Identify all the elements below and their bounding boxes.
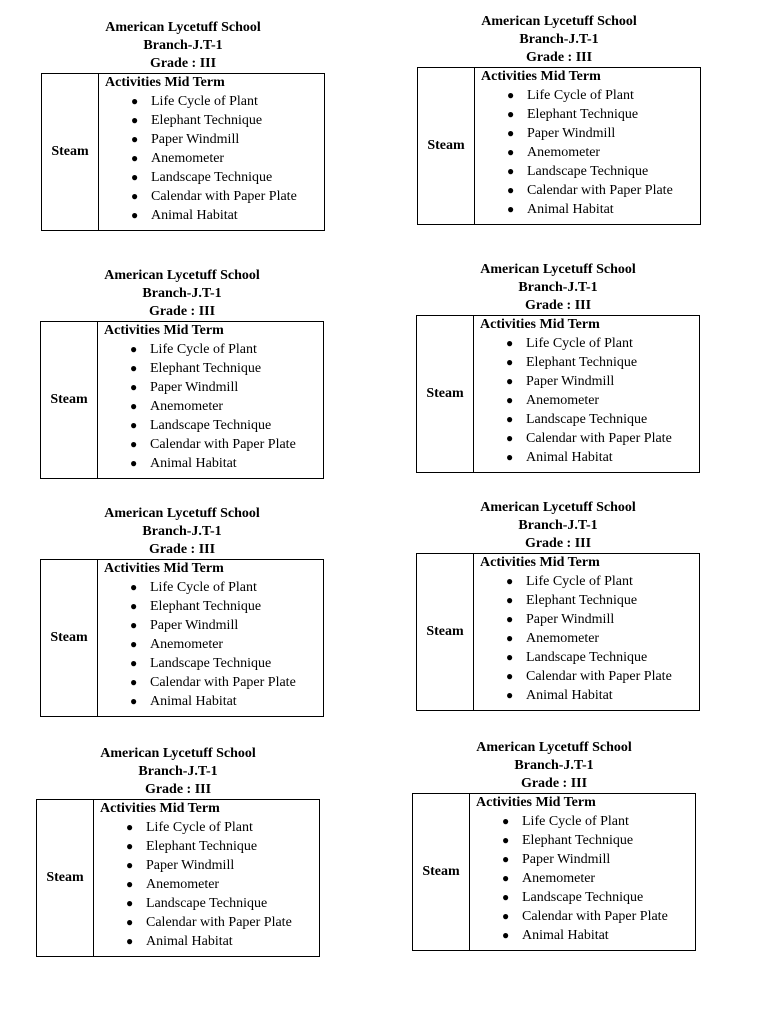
activities-table (417, 67, 701, 225)
activities-title: Activities Mid Term (105, 75, 225, 90)
activity-card (412, 739, 696, 951)
bullet-icon: ● (130, 361, 138, 375)
activities-cell (94, 800, 320, 957)
activity-list (480, 572, 695, 705)
branch-name: Branch-J.T-1 (142, 524, 222, 539)
grade-label: Grade : III (144, 782, 212, 797)
bullet-icon: ● (506, 336, 514, 350)
activities-cell (470, 794, 696, 951)
bullet-icon: ● (130, 580, 138, 594)
grade-label: Grade : III (149, 56, 217, 71)
list-item: ● Calendar with Paper Plate (506, 669, 672, 684)
list-item: ● Elephant Technique (507, 107, 639, 122)
list-item: ● Anemometer (506, 631, 600, 646)
list-item: ● Animal Habitat (130, 694, 237, 709)
list-item: ● Elephant Technique (502, 833, 634, 848)
bullet-icon: ● (130, 418, 138, 432)
list-item: ● Paper Windmill (130, 380, 239, 395)
list-item: ● Landscape Technique (130, 418, 272, 433)
bullet-icon: ● (502, 814, 510, 828)
list-item: ● Life Cycle of Plant (131, 94, 258, 109)
activity-card (41, 19, 325, 231)
bullet-icon: ● (126, 877, 134, 891)
school-name: American Lycetuff School (104, 268, 260, 283)
bullet-icon: ● (126, 934, 134, 948)
school-name: American Lycetuff School (104, 506, 260, 521)
list-item: ● Paper Windmill (502, 852, 611, 867)
list-item: ● Elephant Technique (131, 113, 263, 128)
activities-title: Activities Mid Term (104, 561, 224, 576)
list-item: ● Paper Windmill (126, 858, 235, 873)
list-item: ● Anemometer (131, 151, 225, 166)
activity-list (104, 340, 319, 473)
branch-name: Branch-J.T-1 (138, 764, 218, 779)
grade-label: Grade : III (520, 776, 588, 791)
list-item: ● Landscape Technique (502, 890, 644, 905)
activities-table (41, 73, 325, 231)
list-item: ● Calendar with Paper Plate (506, 431, 672, 446)
branch-name: Branch-J.T-1 (519, 32, 599, 47)
bullet-icon: ● (507, 88, 515, 102)
activities-title: Activities Mid Term (480, 317, 600, 332)
bullet-icon: ● (506, 412, 514, 426)
bullet-icon: ● (131, 170, 139, 184)
list-item: ● Life Cycle of Plant (130, 342, 257, 357)
list-item: ● Anemometer (507, 145, 601, 160)
list-item: ● Anemometer (502, 871, 596, 886)
branch-name: Branch-J.T-1 (518, 280, 598, 295)
list-item: ● Paper Windmill (131, 132, 240, 147)
branch-name: Branch-J.T-1 (514, 758, 594, 773)
bullet-icon: ● (507, 164, 515, 178)
branch-name: Branch-J.T-1 (143, 38, 223, 53)
bullet-icon: ● (130, 599, 138, 613)
subject-cell: Steam (41, 322, 98, 479)
list-item: ● Anemometer (126, 877, 220, 892)
subject-cell: Steam (417, 554, 474, 711)
list-item: ● Animal Habitat (507, 202, 614, 217)
bullet-icon: ● (126, 858, 134, 872)
bullet-icon: ● (130, 656, 138, 670)
list-item: ● Life Cycle of Plant (130, 580, 257, 595)
subject-cell: Steam (37, 800, 94, 957)
activities-title: Activities Mid Term (480, 555, 600, 570)
subject-cell: Steam (41, 560, 98, 717)
bullet-icon: ● (131, 113, 139, 127)
list-item: ● Life Cycle of Plant (507, 88, 634, 103)
bullet-icon: ● (506, 374, 514, 388)
activities-table (416, 315, 700, 473)
list-item: ● Calendar with Paper Plate (130, 675, 296, 690)
list-item: ● Calendar with Paper Plate (502, 909, 668, 924)
branch-name: Branch-J.T-1 (142, 286, 222, 301)
activity-card (417, 13, 701, 225)
list-item: ● Landscape Technique (506, 650, 648, 665)
list-item: ● Landscape Technique (131, 170, 273, 185)
bullet-icon: ● (506, 393, 514, 407)
school-name: American Lycetuff School (481, 14, 637, 29)
list-item: ● Animal Habitat (506, 450, 613, 465)
list-item: ● Elephant Technique (506, 593, 638, 608)
bullet-icon: ● (130, 675, 138, 689)
bullet-icon: ● (506, 574, 514, 588)
list-item: ● Animal Habitat (502, 928, 609, 943)
bullet-icon: ● (130, 456, 138, 470)
activities-title: Activities Mid Term (100, 801, 220, 816)
subject-cell: Steam (418, 68, 475, 225)
activities-table (416, 553, 700, 711)
bullet-icon: ● (507, 145, 515, 159)
grade-label: Grade : III (524, 536, 592, 551)
bullet-icon: ● (506, 450, 514, 464)
bullet-icon: ● (506, 355, 514, 369)
bullet-icon: ● (130, 694, 138, 708)
activities-table (40, 321, 324, 479)
bullet-icon: ● (130, 637, 138, 651)
list-item: ● Anemometer (130, 637, 224, 652)
school-name: American Lycetuff School (105, 20, 261, 35)
list-item: ● Elephant Technique (506, 355, 638, 370)
bullet-icon: ● (502, 852, 510, 866)
bullet-icon: ● (131, 94, 139, 108)
bullet-icon: ● (506, 650, 514, 664)
grade-label: Grade : III (525, 50, 593, 65)
bullet-icon: ● (131, 132, 139, 146)
bullet-icon: ● (130, 342, 138, 356)
list-item: ● Paper Windmill (507, 126, 616, 141)
bullet-icon: ● (126, 839, 134, 853)
bullet-icon: ● (506, 631, 514, 645)
subject-cell: Steam (413, 794, 470, 951)
list-item: ● Calendar with Paper Plate (130, 437, 296, 452)
activities-title: Activities Mid Term (476, 795, 596, 810)
activities-cell (98, 322, 324, 479)
list-item: ● Calendar with Paper Plate (131, 189, 297, 204)
list-item: ● Animal Habitat (130, 456, 237, 471)
activities-cell (99, 74, 325, 231)
grade-label: Grade : III (524, 298, 592, 313)
list-item: ● Life Cycle of Plant (502, 814, 629, 829)
bullet-icon: ● (126, 915, 134, 929)
activity-list (105, 92, 320, 225)
bullet-icon: ● (130, 399, 138, 413)
bullet-icon: ● (126, 820, 134, 834)
activities-table (40, 559, 324, 717)
activity-list (481, 86, 696, 219)
list-item: ● Elephant Technique (130, 599, 262, 614)
bullet-icon: ● (507, 126, 515, 140)
activities-cell (474, 554, 700, 711)
list-item: ● Landscape Technique (130, 656, 272, 671)
list-item: ● Life Cycle of Plant (506, 574, 633, 589)
list-item: ● Landscape Technique (507, 164, 649, 179)
activities-title: Activities Mid Term (481, 69, 601, 84)
branch-name: Branch-J.T-1 (518, 518, 598, 533)
activity-card (416, 499, 700, 711)
activities-cell (474, 316, 700, 473)
bullet-icon: ● (506, 612, 514, 626)
activity-card (36, 745, 320, 957)
bullet-icon: ● (131, 151, 139, 165)
bullet-icon: ● (502, 871, 510, 885)
grade-label: Grade : III (148, 542, 216, 557)
bullet-icon: ● (502, 890, 510, 904)
bullet-icon: ● (502, 909, 510, 923)
activity-card (40, 267, 324, 479)
list-item: ● Paper Windmill (130, 618, 239, 633)
bullet-icon: ● (130, 618, 138, 632)
bullet-icon: ● (506, 669, 514, 683)
list-item: ● Life Cycle of Plant (506, 336, 633, 351)
bullet-icon: ● (507, 183, 515, 197)
bullet-icon: ● (506, 688, 514, 702)
list-item: ● Landscape Technique (506, 412, 648, 427)
activities-table (36, 799, 320, 957)
bullet-icon: ● (126, 896, 134, 910)
list-item: ● Animal Habitat (506, 688, 613, 703)
bullet-icon: ● (131, 189, 139, 203)
activities-title: Activities Mid Term (104, 323, 224, 338)
list-item: ● Elephant Technique (126, 839, 258, 854)
list-item: ● Animal Habitat (126, 934, 233, 949)
bullet-icon: ● (131, 208, 139, 222)
subject-cell: Steam (42, 74, 99, 231)
activity-list (480, 334, 695, 467)
bullet-icon: ● (130, 380, 138, 394)
bullet-icon: ● (506, 431, 514, 445)
list-item: ● Anemometer (130, 399, 224, 414)
list-item: ● Landscape Technique (126, 896, 268, 911)
bullet-icon: ● (130, 437, 138, 451)
school-name: American Lycetuff School (480, 500, 636, 515)
activities-cell (475, 68, 701, 225)
activity-list (476, 812, 691, 945)
list-item: ● Paper Windmill (506, 374, 615, 389)
subject-cell: Steam (417, 316, 474, 473)
grade-label: Grade : III (148, 304, 216, 319)
list-item: ● Calendar with Paper Plate (126, 915, 292, 930)
bullet-icon: ● (502, 833, 510, 847)
list-item: ● Paper Windmill (506, 612, 615, 627)
activity-card (416, 261, 700, 473)
list-item: ● Life Cycle of Plant (126, 820, 253, 835)
bullet-icon: ● (507, 202, 515, 216)
list-item: ● Elephant Technique (130, 361, 262, 376)
activities-table (412, 793, 696, 951)
school-name: American Lycetuff School (476, 740, 632, 755)
list-item: ● Anemometer (506, 393, 600, 408)
list-item: ● Calendar with Paper Plate (507, 183, 673, 198)
school-name: American Lycetuff School (480, 262, 636, 277)
activities-cell (98, 560, 324, 717)
bullet-icon: ● (507, 107, 515, 121)
activity-list (100, 818, 315, 951)
activity-list (104, 578, 319, 711)
bullet-icon: ● (502, 928, 510, 942)
activity-card (40, 505, 324, 717)
bullet-icon: ● (506, 593, 514, 607)
list-item: ● Animal Habitat (131, 208, 238, 223)
school-name: American Lycetuff School (100, 746, 256, 761)
